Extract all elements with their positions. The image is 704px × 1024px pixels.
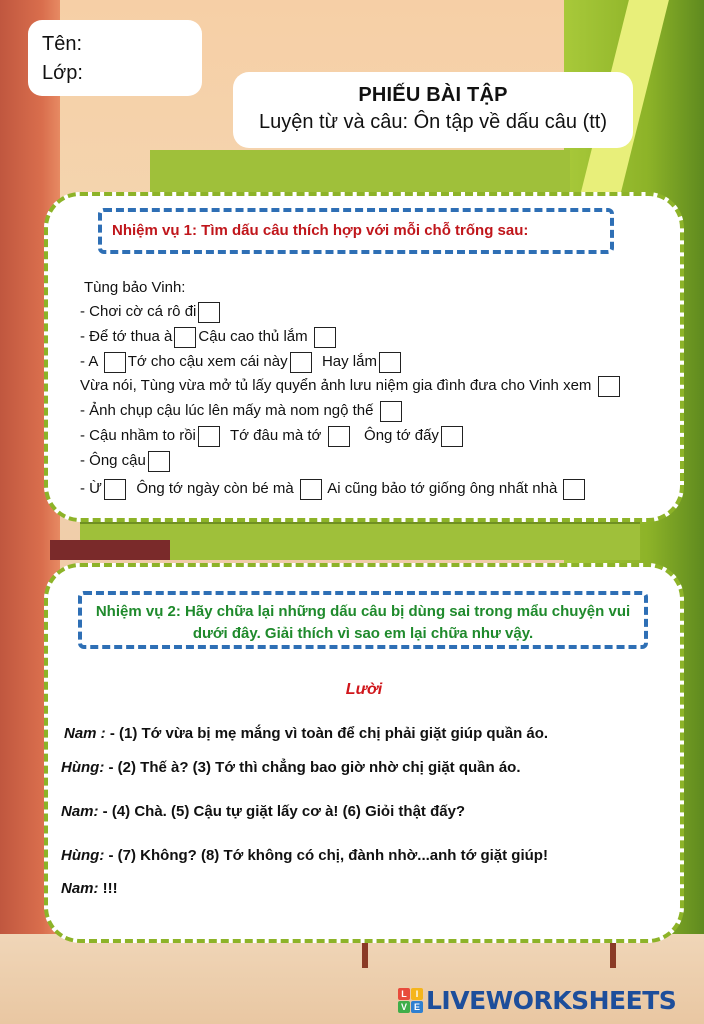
- answer-box[interactable]: [174, 327, 196, 348]
- story-line[interactable]: [64, 725, 548, 742]
- liveworksheets-logo[interactable]: [398, 984, 676, 1016]
- story-line[interactable]: [61, 759, 521, 776]
- task1-line: [80, 477, 587, 501]
- task1-text: - Ừ: [80, 480, 102, 497]
- logo-letter: V: [398, 1001, 410, 1013]
- answer-box[interactable]: [104, 479, 126, 500]
- answer-box[interactable]: [441, 426, 463, 447]
- answer-box[interactable]: [300, 479, 322, 500]
- answer-box[interactable]: [379, 352, 401, 373]
- task1-line: [80, 424, 465, 448]
- story-title: Lười: [345, 681, 383, 698]
- dialogue-text: - (1) Tớ vừa bị mẹ mắng vì toàn để chị phải giặt giúp quần áo.: [105, 725, 549, 742]
- background-table-leg: [610, 940, 616, 968]
- task2-panel: [44, 563, 684, 943]
- task1-line: [80, 449, 172, 473]
- speaker: Nam:: [61, 880, 99, 897]
- speaker: Hùng:: [61, 759, 105, 776]
- story-line[interactable]: [61, 847, 548, 864]
- answer-box[interactable]: [198, 302, 220, 323]
- answer-box[interactable]: [198, 426, 220, 447]
- background-table-leg: [362, 940, 368, 968]
- task1-line: [80, 350, 403, 374]
- task1-text: - Để tớ thua à: [80, 328, 173, 345]
- logo-letter: E: [411, 1001, 423, 1013]
- task1-panel: [44, 192, 684, 522]
- story-line[interactable]: [61, 880, 118, 897]
- task2-heading: Nhiệm vụ 2: Hãy chữa lại những dấu câu bị dùng sai trong mẩu chuyện vui dưới đây. Giải thích vì sao em lại chữa như vậy.: [78, 591, 648, 649]
- answer-box[interactable]: [290, 352, 312, 373]
- logo-text: LIVEWORKSHEETS: [426, 985, 677, 1015]
- dialogue-text: !!!: [98, 880, 118, 897]
- student-info-card: [28, 20, 202, 96]
- task1-text: - Chơi cờ cá rô đi: [80, 303, 197, 320]
- task1-text: - Ông cậu: [80, 452, 146, 469]
- background-shelf: [50, 540, 170, 560]
- task1-text: - Cậu nhầm to rồi: [80, 427, 196, 444]
- task1-line: [80, 374, 622, 398]
- class-label[interactable]: Lớp:: [42, 62, 83, 84]
- logo-letter: L: [398, 988, 410, 1000]
- answer-box[interactable]: [148, 451, 170, 472]
- logo-letter: I: [411, 988, 423, 1000]
- task1-text: Ông tớ ngày còn bé mà: [136, 480, 294, 497]
- task1-heading: Nhiệm vụ 1: Tìm dấu câu thích hợp với mỗi chỗ trống sau:: [98, 208, 614, 254]
- task1-line: [80, 325, 338, 349]
- answer-box[interactable]: [563, 479, 585, 500]
- name-label[interactable]: Tên:: [42, 33, 83, 55]
- dialogue-text: - (2) Thế à? (3) Tớ thì chẳng bao giờ nhờ chị giặt quần áo.: [104, 759, 521, 776]
- task1-line: [80, 399, 404, 423]
- answer-box[interactable]: [380, 401, 402, 422]
- answer-box[interactable]: [598, 376, 620, 397]
- task1-text: Ai cũng bảo tớ giống ông nhất nhà: [327, 480, 558, 497]
- dialogue-text: - (4) Chà. (5) Cậu tự giặt lấy cơ à! (6) Giỏi thật đấy?: [98, 803, 466, 820]
- dialogue-text: - (7) Không? (8) Tớ không có chị, đành nhờ...anh tớ giặt giúp!: [104, 847, 548, 864]
- speaker: Nam :: [64, 725, 106, 742]
- task1-intro: Tùng bảo Vinh:: [84, 279, 186, 296]
- speaker: Nam:: [61, 803, 99, 820]
- page-subtitle: Luyện từ và câu: Ôn tập về dấu câu (tt): [258, 111, 608, 133]
- title-card: [233, 72, 633, 148]
- story-line[interactable]: [61, 803, 465, 820]
- task1-text: Hay lắm: [321, 353, 377, 370]
- task1-line: [80, 300, 222, 324]
- task1-text: - Ảnh chụp cậu lúc lên mấy mà nom ngộ thế: [80, 402, 374, 419]
- task1-text: - A: [80, 353, 98, 370]
- page-title: PHIẾU BÀI TẬP: [358, 84, 508, 106]
- task1-text: Cậu cao thủ lắm: [198, 328, 308, 345]
- task1-text: Vừa nói, Tùng vừa mở tủ lấy quyển ảnh lưu niệm gia đình đưa cho Vinh xem: [80, 377, 592, 394]
- task1-text: Tớ cho cậu xem cái này: [127, 353, 288, 370]
- answer-box[interactable]: [328, 426, 350, 447]
- answer-box[interactable]: [314, 327, 336, 348]
- task1-text: Tớ đâu mà tớ: [229, 427, 322, 444]
- answer-box[interactable]: [104, 352, 126, 373]
- task1-text: Ông tớ đấy: [364, 427, 439, 444]
- logo-mark-icon: [398, 988, 423, 1013]
- speaker: Hùng:: [61, 847, 105, 864]
